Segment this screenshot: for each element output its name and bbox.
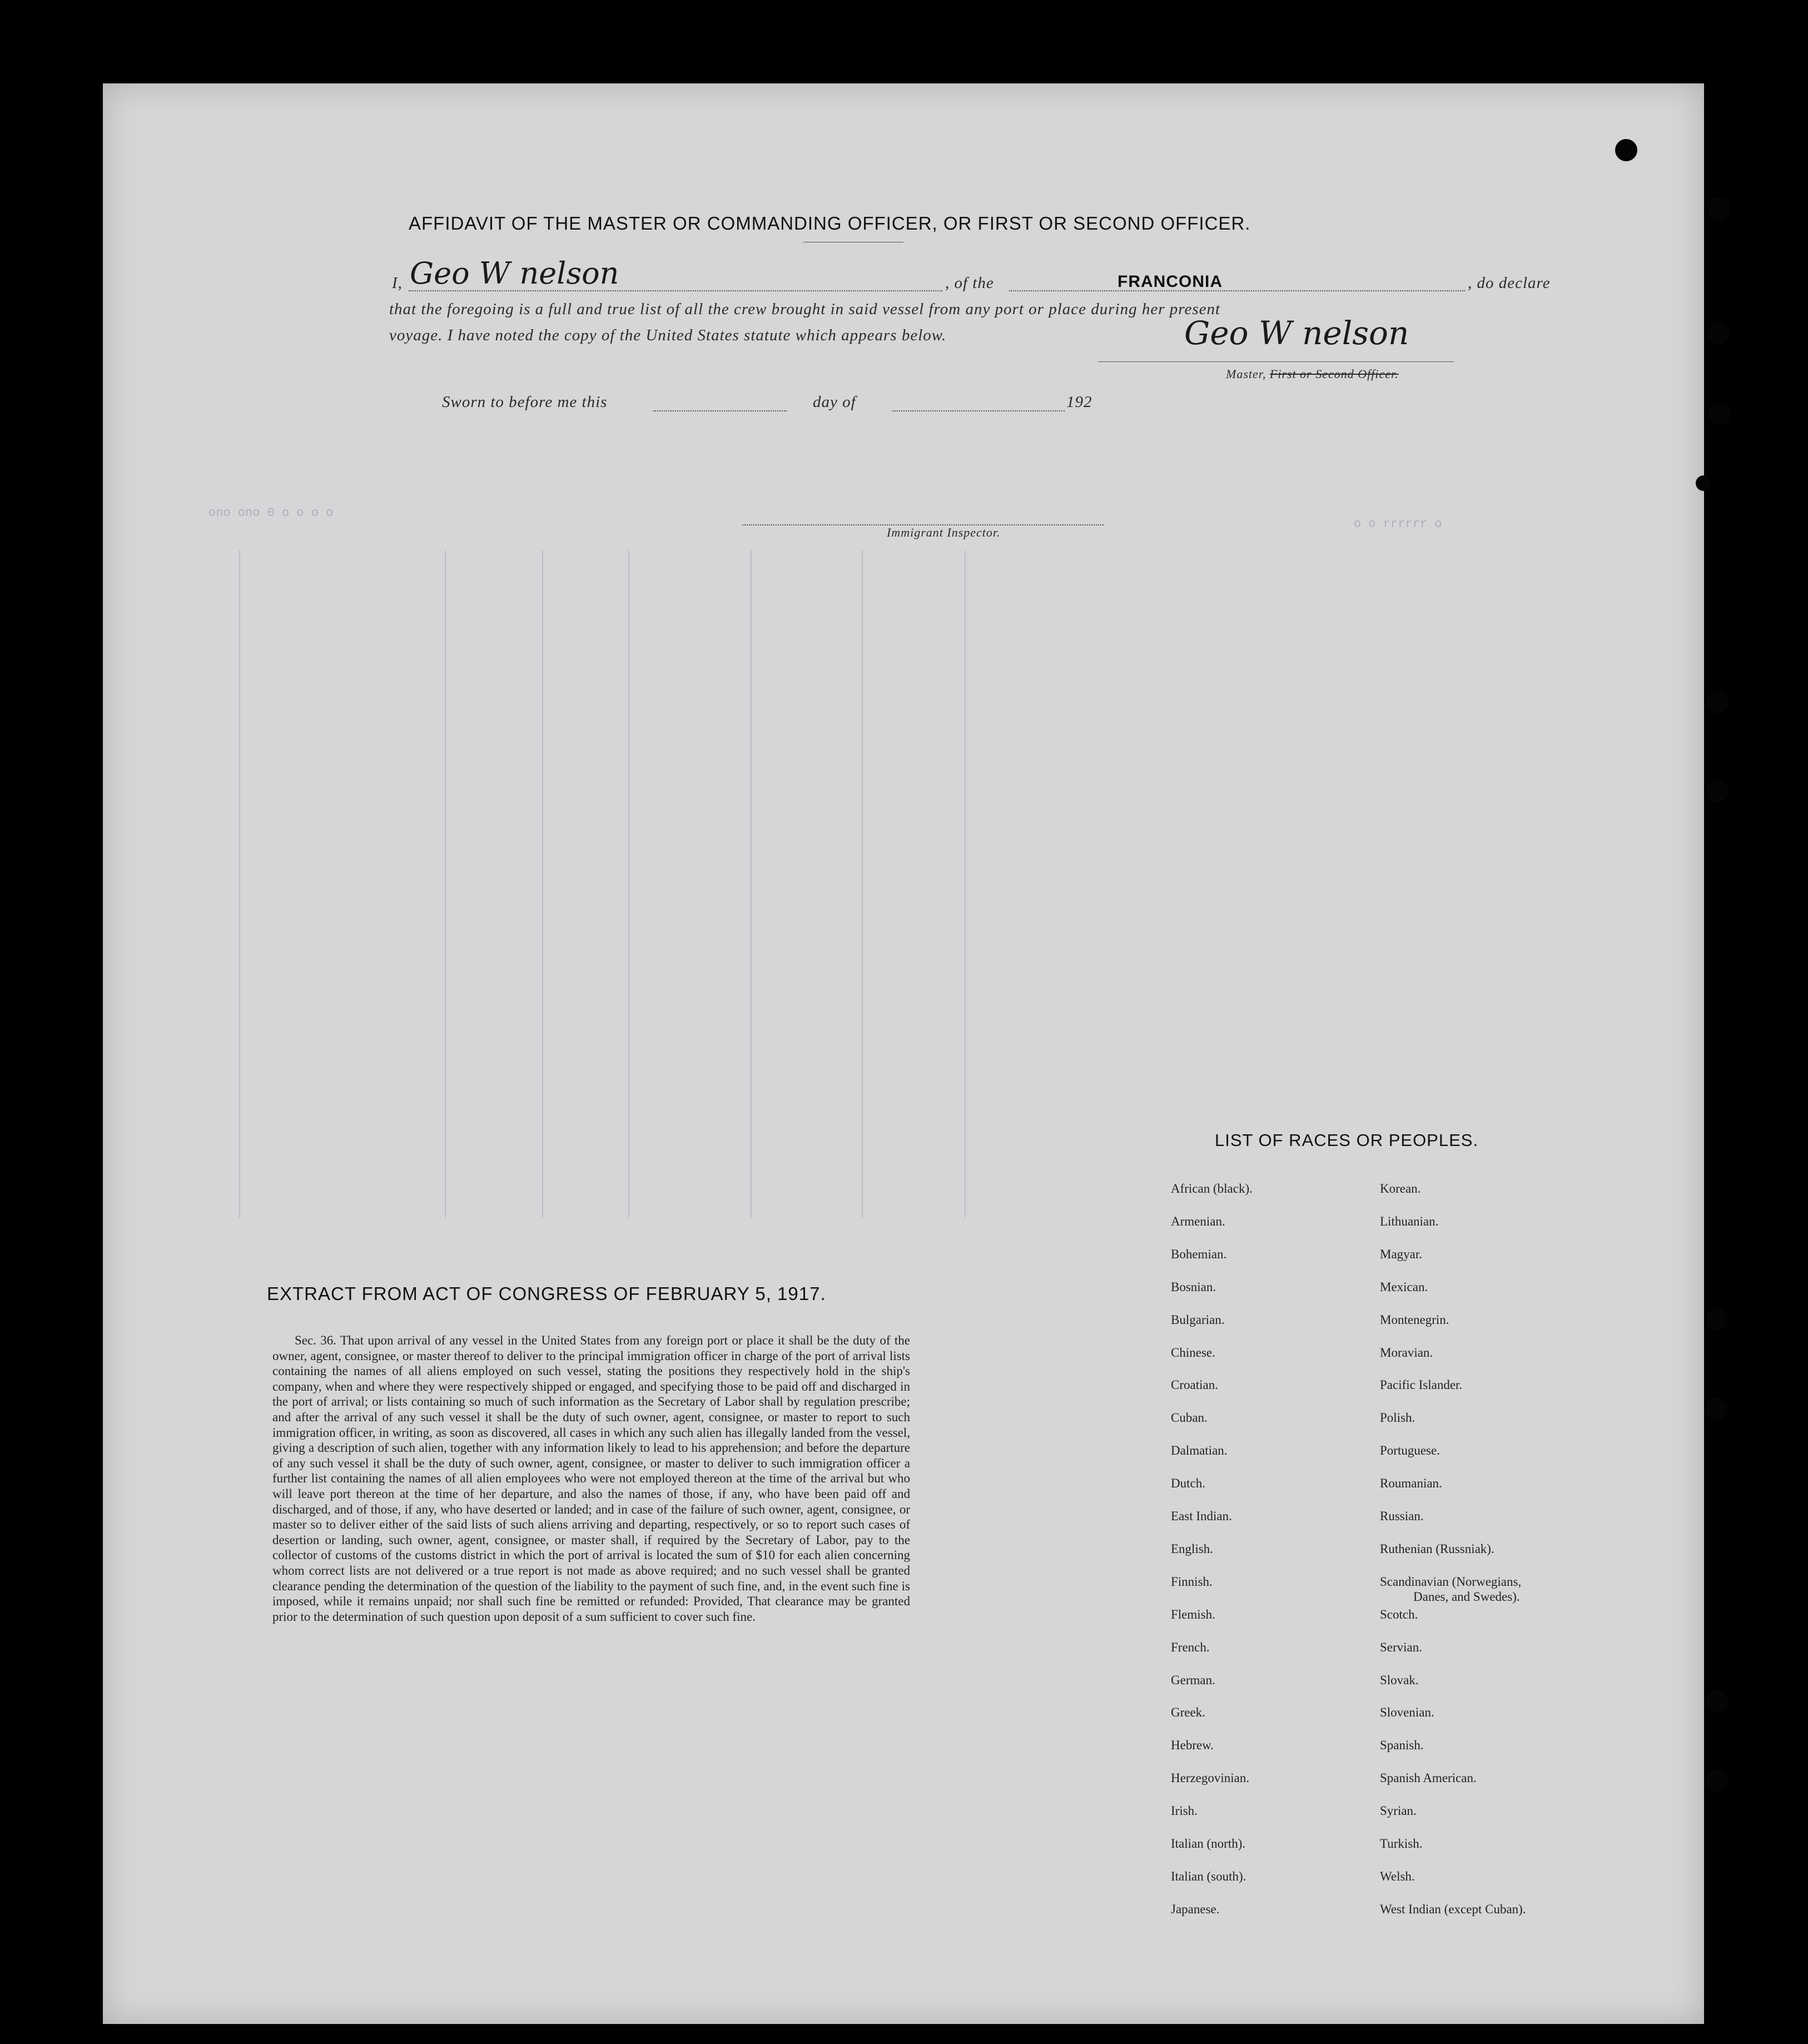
race-item: Italian (north).	[1171, 1837, 1246, 1850]
race-item: Herzegovinian.	[1171, 1771, 1250, 1785]
race-item: French.	[1171, 1640, 1210, 1654]
punch-hole	[1707, 691, 1729, 713]
race-item: Cuban.	[1171, 1411, 1208, 1425]
declaration-i: I,	[392, 274, 403, 292]
race-item-continuation: Danes, and Swedes).	[1413, 1589, 1520, 1604]
punch-hole	[1706, 1398, 1728, 1420]
race-item: Ruthenian (Russniak).	[1380, 1541, 1494, 1556]
race-item: Welsh.	[1380, 1869, 1415, 1883]
year-text: 192	[1066, 393, 1092, 411]
race-item: Scotch.	[1380, 1607, 1418, 1621]
race-item: West Indian (except Cuban).	[1380, 1902, 1526, 1916]
race-item: Bohemian.	[1171, 1247, 1227, 1261]
signature-line	[1098, 361, 1454, 362]
bleed-through-column-line	[751, 550, 752, 1218]
race-item: Servian.	[1380, 1640, 1423, 1654]
bleed-through-column-line	[239, 550, 240, 1218]
race-item: Korean.	[1380, 1182, 1421, 1195]
punch-hole	[1706, 1690, 1728, 1713]
punch-hole	[1708, 197, 1730, 220]
race-item: Bulgarian.	[1171, 1312, 1225, 1327]
race-item: Dalmatian.	[1171, 1443, 1228, 1458]
race-item: Pacific Islander.	[1380, 1378, 1463, 1392]
bleed-through-column-line	[862, 550, 863, 1218]
extract-body: Sec. 36. That upon arrival of any vessel in the United States from any foreign port or place it shall be the duty of the owner, agent, consignee, or master thereof to deliver to the principal immigration officer in charge of the port of arrival lists containing the names of all aliens employed on such vessel, stating the positions they respectively hold in the ship's company, when and where they were respectively shipped or engaged, and specifying those to be paid off and discharged in the port of arrival; or lists containing so much of such information as the Secretary of Labor shall by regulation prescribe; and after the arrival of any such vessel it shall be the duty of such owner, agent, consignee, or master to report to such immigration officer, in writing, as soon as discovered, all cases in which any such alien has illegally landed from the vessel, giving a description of such alien, together with any information likely to lead to his apprehension; and before the departure of any such vessel it shall be the duty of such owner, agent, consignee, or master to deliver to such immigration officer a further list containing the names of all alien employees who were not employed thereon at the time of the arrival but who will leave port thereon at the time of her departure, and also the names of those, if any, who have been paid off and discharged, and of those, if any, who have deserted or landed; and in case of the failure of such owner, agent, consignee, or master so to deliver either of the said lists of such aliens arriving and departing, respectively, or so to report such cases of desertion or landing, such owner, agent, consignee, or master shall, if required by the Secretary of Labor, pay to the collector of customs of the customs district in which the port of arrival is located the sum of $10 for each alien concerning whom correct lists are not delivered or a true report is not made as above required; and no such vessel shall be granted clearance pending the determination of the question of the liability to the payment of such fine, and, in the event such fine is imposed, while it remains unpaid; nor shall such fine be remitted or refunded: Provided, That clearance may be granted prior to the determination of such question upon deposit of a sum sufficient to cover such fine.	[272, 1333, 910, 1624]
punch-hole	[1706, 1308, 1728, 1331]
race-item: Turkish.	[1380, 1837, 1423, 1850]
race-item: Dutch.	[1171, 1476, 1205, 1491]
signature-caption	[1226, 367, 1399, 381]
race-item: Syrian.	[1380, 1804, 1417, 1818]
bleed-through-column-line	[628, 550, 629, 1218]
race-item: Slovak.	[1380, 1673, 1419, 1687]
race-item: Japanese.	[1171, 1902, 1220, 1916]
race-item: Bosnian.	[1171, 1279, 1216, 1294]
name-line	[409, 290, 942, 291]
race-item: Greek.	[1171, 1705, 1205, 1720]
declaration-of-the: , of the	[945, 274, 994, 292]
sworn-text: Sworn to before me this	[442, 393, 608, 411]
declaration-declare: , do declare	[1468, 274, 1551, 292]
race-item: Mexican.	[1380, 1279, 1428, 1294]
master-signature: Geo W nelson	[1184, 314, 1409, 352]
race-item: Chinese.	[1171, 1345, 1215, 1360]
bleed-through-column-line	[542, 550, 543, 1218]
declaration-line-3: voyage. I have noted the copy of the United States statute which appears below.	[389, 326, 947, 344]
race-item: Scandinavian (Norwegians,	[1380, 1574, 1522, 1589]
race-item: Portuguese.	[1380, 1443, 1440, 1458]
race-item: East Indian.	[1171, 1509, 1232, 1523]
sworn-month-line	[892, 410, 1065, 411]
race-item: Spanish American.	[1380, 1771, 1477, 1785]
race-item: Slovenian.	[1380, 1705, 1434, 1720]
punch-hole	[1707, 323, 1730, 345]
declaration-line-2: that the foregoing is a full and true list of all the crew brought in said vessel from any port or place during her present	[389, 300, 1221, 318]
race-item: Magyar.	[1380, 1247, 1423, 1261]
race-item: Montenegrin.	[1380, 1312, 1449, 1327]
signature-caption-master: Master,	[1226, 367, 1266, 381]
handwritten-name: Geo W nelson	[410, 256, 619, 291]
race-item: English.	[1171, 1541, 1214, 1556]
race-item: Russian.	[1380, 1509, 1424, 1523]
race-item: Hebrew.	[1171, 1738, 1214, 1753]
affidavit-title: AFFIDAVIT OF THE MASTER OR COMMANDING OFFICER, OR FIRST OR SECOND OFFICER.	[409, 213, 1251, 234]
race-item: Flemish.	[1171, 1607, 1215, 1621]
race-item: Polish.	[1380, 1411, 1415, 1425]
race-item: Roumanian.	[1380, 1476, 1442, 1491]
punch-hole	[1706, 780, 1728, 802]
extract-title: EXTRACT FROM ACT OF CONGRESS OF FEBRUARY 5, 1917.	[267, 1283, 826, 1304]
bleed-through-column-line	[965, 550, 966, 1218]
vessel-line	[1009, 290, 1465, 291]
signature-caption-struck: First or Second Officer.	[1269, 367, 1399, 381]
bleed-through-marks: o o rrrrrr o	[1354, 517, 1442, 531]
punch-hole	[1706, 1770, 1728, 1792]
punch-hole	[1696, 475, 1711, 491]
race-item: Lithuanian.	[1380, 1214, 1439, 1228]
bleed-through-column-line	[445, 550, 446, 1218]
race-item: Armenian.	[1171, 1214, 1225, 1228]
race-item: Italian (south).	[1171, 1869, 1246, 1883]
punch-hole	[1615, 139, 1637, 161]
race-item: African (black).	[1171, 1182, 1253, 1195]
race-item: Croatian.	[1171, 1378, 1218, 1392]
document-page	[103, 83, 1704, 2024]
race-item: Spanish.	[1380, 1738, 1424, 1753]
vessel-name: FRANCONIA	[1117, 272, 1223, 291]
race-item: German.	[1171, 1673, 1215, 1687]
race-item: Irish.	[1171, 1804, 1198, 1818]
sworn-day-line	[653, 410, 787, 411]
bleed-through-marks: ono ono 0 o o o o	[208, 506, 334, 520]
day-of-text: day of	[813, 393, 856, 411]
race-item: Finnish.	[1171, 1574, 1213, 1589]
race-item: Moravian.	[1380, 1345, 1433, 1360]
punch-hole	[1708, 403, 1731, 425]
races-title: LIST OF RACES OR PEOPLES.	[1215, 1130, 1479, 1150]
inspector-caption: Immigrant Inspector.	[887, 525, 1001, 539]
